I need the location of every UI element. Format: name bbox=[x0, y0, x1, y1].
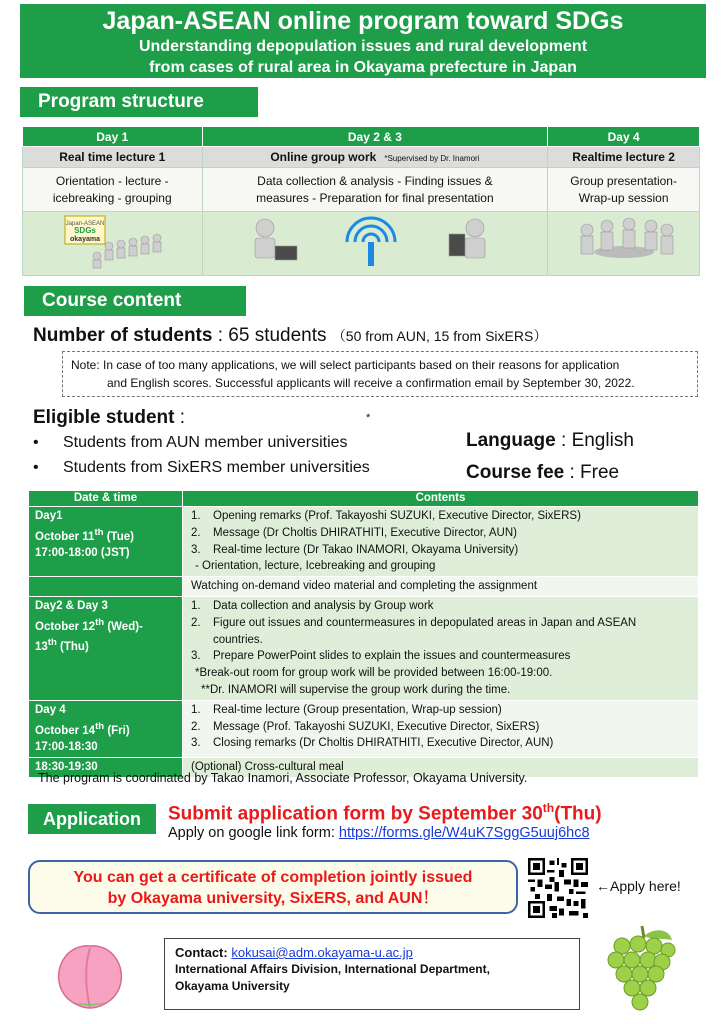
day-header: Day 1 bbox=[23, 127, 203, 147]
page-title: Japan-ASEAN online program toward SDGs bbox=[102, 7, 624, 35]
schedule-date: Day2 & Day 3 October 12th (Wed)- 13th (Thu) bbox=[29, 596, 183, 700]
application-form-link[interactable]: https://forms.gle/W4uK7SggG5uuj6hc8 bbox=[338, 825, 590, 841]
application-label: Application bbox=[28, 804, 156, 834]
schedule-contents: 1. Opening remarks (Prof. Takayoshi SUZUKI, Executive Director, SixERS) 2. Message (Dr Choltis DHIRATHITI, Executive Director, AUN) 3. Real-time lecture (Dr Takao INAMORI, Okayama University) - Orientation, lecture, Icebreaking and grouping bbox=[183, 507, 699, 577]
schedule-header-contents: Contents bbox=[183, 491, 699, 507]
contact-university: Okayama University bbox=[175, 979, 290, 993]
contact-box bbox=[164, 938, 580, 1010]
apply-link-line: Apply on google link form: https://forms.gle/W4uK7SggG5uuj6hc8 bbox=[168, 825, 590, 841]
certificate-callout: You can get a certificate of completion jointly issued by Okayama university, SixERS, and AUN！ bbox=[28, 860, 518, 914]
schedule-date: Day1 October 11th (Tue) 17:00-18:00 (JST) bbox=[29, 507, 183, 577]
day-header: Day 2 & 3 bbox=[202, 127, 548, 147]
svg-text:SDGs: SDGs bbox=[74, 226, 97, 235]
lecture-title: Realtime lecture 2 bbox=[548, 147, 700, 168]
course-fee-info: Course fee : Free bbox=[466, 462, 620, 483]
audience-illustration-icon bbox=[57, 212, 167, 270]
lecture-description: Data collection & analysis - Finding issues & measures - Preparation for final presentation bbox=[202, 168, 548, 212]
lecture-description: Group presentation- Wrap-up session bbox=[548, 168, 700, 212]
lecture-illustration bbox=[23, 212, 203, 276]
schedule-contents: (Optional) Cross-cultural meal bbox=[183, 757, 699, 777]
lecture-title-cell bbox=[202, 147, 548, 168]
presentation-illustration-icon bbox=[569, 212, 679, 270]
lecture-title: Online group work bbox=[270, 150, 377, 164]
schedule-date: 18:30-19:30 bbox=[29, 757, 183, 777]
online-work-illustration-icon bbox=[225, 212, 525, 270]
schedule-header-date: Date & time bbox=[29, 491, 183, 507]
number-of-students: Number of students : 65 students （50 from AUN, 15 from SixERS） bbox=[33, 325, 548, 346]
contact-department: International Affairs Division, International Department, bbox=[175, 962, 490, 976]
schedule-contents: Watching on-demand video material and completing the assignment bbox=[183, 577, 699, 597]
eligible-student-label: Eligible student : bbox=[33, 407, 186, 428]
peach-icon bbox=[50, 934, 130, 1014]
contact-email-link[interactable]: kokusai@adm.okayama-u.ac.jp bbox=[231, 945, 413, 960]
subtitle-line-2: from cases of rural area in Okayama prefecture in Japan bbox=[149, 59, 577, 76]
grapes-icon bbox=[600, 922, 680, 1014]
submit-deadline: Submit application form by September 30th(Thu) bbox=[168, 801, 602, 825]
program-structure-title: Program structure bbox=[20, 87, 258, 117]
asterisk-mark: * bbox=[366, 412, 371, 424]
lecture-description: Orientation - lecture - icebreaking - grouping bbox=[23, 168, 203, 212]
coordinator-note: The program is coordinated by Takao Inamori, Associate Professor, Okayama University. bbox=[38, 771, 528, 785]
contact-label: Contact: bbox=[175, 945, 228, 960]
lecture-illustration bbox=[202, 212, 548, 276]
course-content-title: Course content bbox=[24, 286, 246, 316]
day-header: Day 4 bbox=[548, 127, 700, 147]
svg-text:okayama: okayama bbox=[70, 236, 101, 243]
lecture-title: Real time lecture 1 bbox=[23, 147, 203, 168]
eligible-item: • Students from AUN member universities bbox=[33, 434, 348, 451]
schedule-row-day4 bbox=[29, 700, 699, 757]
language-info: Language : English bbox=[466, 430, 634, 451]
supervision-note: *Supervised by Dr. Inamori bbox=[384, 154, 480, 163]
schedule-row-day23 bbox=[29, 596, 699, 700]
selection-note: Note: In case of too many applications, we will select participants based on their reasons for application and English scores. Successful applicants will receive a confirmation email by September 30, 2022. bbox=[62, 351, 698, 397]
apply-here-label: ←Apply here! bbox=[596, 878, 681, 894]
schedule-contents: 1. Real-time lecture (Group presentation, Wrap-up session) 2. Message (Prof. Takayoshi SUZUKI, Executive Director, SixERS) 3. Closing remarks (Dr Choltis DHIRATHITI, Executive Director, AUN) bbox=[183, 700, 699, 757]
schedule-table bbox=[28, 490, 699, 778]
program-structure-table bbox=[22, 126, 700, 276]
schedule-row-ondemand bbox=[29, 577, 699, 597]
svg-text:Japan-ASEAN: Japan-ASEAN bbox=[65, 221, 105, 227]
eligible-item: • Students from SixERS member universities bbox=[33, 459, 370, 476]
schedule-row-day1 bbox=[29, 507, 699, 577]
qr-code-icon[interactable] bbox=[528, 858, 588, 918]
schedule-contents: 1. Data collection and analysis by Group work 2. Figure out issues and countermeasures in depopulated areas in Japan and ASEAN countries. 3. Prepare PowerPoint slides to explain the issues and countermeasures *Break-out room for group work will be provided between 16:00-19:00. **Dr. INAMORI will supervise the group work during the time. bbox=[183, 596, 699, 700]
schedule-date: Day 4 October 14th (Fri) 17:00-18:30 bbox=[29, 700, 183, 757]
header-banner bbox=[20, 4, 706, 78]
lecture-illustration bbox=[548, 212, 700, 276]
subtitle-line-1: Understanding depopulation issues and rural development bbox=[138, 38, 588, 55]
